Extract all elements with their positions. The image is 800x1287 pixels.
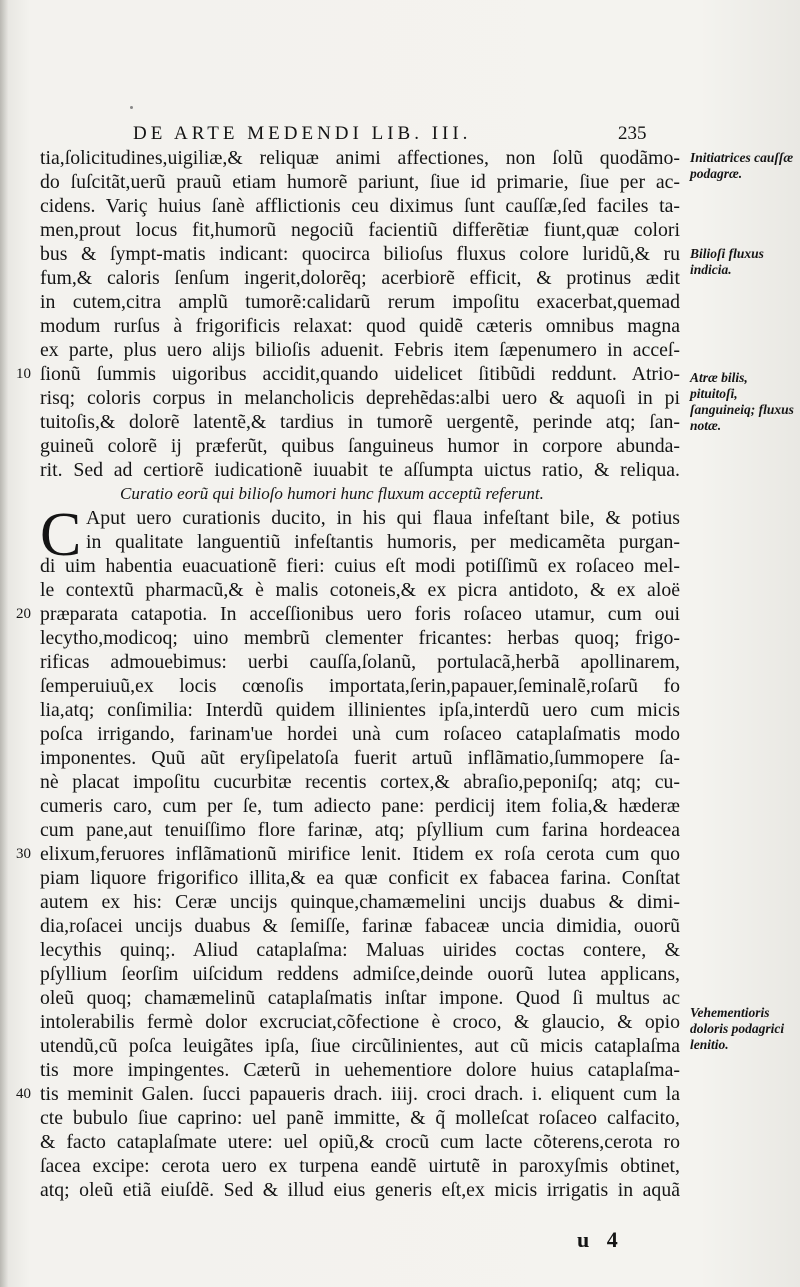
line-text: modum rurſus à frigorificis relaxat: quod quidẽ cæteris omnibus magna bbox=[40, 315, 680, 337]
line-text: ex parte, plus uero alijs bilioſis aduenit. Febris item ſæpenumero in acceſ- bbox=[40, 339, 680, 361]
line-text: poſca irrigando, farinam'ue hordei unà cum roſaceo cataplaſmatis modo bbox=[40, 723, 680, 745]
line-text: oleũ quoq; chamæmelinũ cataplaſmatis inſtar impone. Quod ſi multus ac bbox=[40, 987, 680, 1009]
line-text: elixum,feruores inflãmationũ mirifice lenit. Itidem ex roſa cerota cum quo bbox=[40, 843, 680, 865]
text-line bbox=[16, 1082, 790, 1106]
drop-cap: C bbox=[40, 501, 82, 569]
line-text: risq; coloris corpus in melancholicis deprehẽdas:albi uero & aquoſi in pi bbox=[40, 387, 680, 409]
text-line bbox=[40, 1034, 790, 1058]
text-line bbox=[40, 1106, 790, 1130]
text-line bbox=[40, 986, 790, 1010]
text-line bbox=[40, 434, 790, 458]
text-line bbox=[40, 626, 790, 650]
margin-note-biliosi: Bilioſi fluxus indicia. bbox=[690, 246, 764, 277]
text-line bbox=[40, 170, 790, 194]
text-line bbox=[40, 914, 790, 938]
text-line bbox=[40, 506, 790, 530]
margin-note-vehementioris: Vehementioris doloris podagrici lenitio. bbox=[690, 1005, 785, 1052]
text-line bbox=[40, 1010, 790, 1034]
text-line bbox=[16, 362, 790, 386]
line-text: rificas admouebimus: uerbi cauſſa,ſolanũ, portulacã,herbã apollinarem, bbox=[40, 651, 680, 673]
line-text: tia,ſolicitudines,uigiliæ,& reliquæ animi affectiones, non ſolũ quodãmo- bbox=[40, 147, 680, 169]
page-number: 235 bbox=[618, 123, 647, 144]
line-number: 40 bbox=[16, 1086, 31, 1102]
text-line bbox=[40, 770, 790, 794]
text-line bbox=[40, 1058, 790, 1082]
line-text: tis meminit Galen. ſucci papaueris drach. iiij. croci drach. i. eliquent cum la bbox=[40, 1083, 680, 1105]
line-text: Aput uero curationis ducito, in his qui flaua infeſtant bile, & potius bbox=[86, 507, 680, 529]
text-line bbox=[40, 866, 790, 890]
text-line bbox=[40, 338, 790, 362]
text-line bbox=[40, 1130, 790, 1154]
line-text: præparata catapotia. In acceſſionibus uero foris roſaceo utamur, cum oui bbox=[40, 603, 680, 625]
line-text: in cutem,citra amplũ tumorẽ:calidarũ rerum impoſitu exacerbat,quemad bbox=[40, 291, 680, 313]
text-line bbox=[40, 698, 790, 722]
page-edge-shadow bbox=[0, 0, 8, 1287]
line-text: cumeris caro, cum per ſe, tum adiecto pane: perdicij item folia,& hæderæ bbox=[40, 795, 680, 817]
line-text: do ſuſcitãt,uerũ prauũ etiam humorẽ pariunt, ſiue id primarie, ſiue per ac- bbox=[40, 171, 680, 193]
text-line bbox=[40, 578, 790, 602]
line-text: & facto cataplaſmate utere: uel opiũ,& crocũ cum lacte cõterens,cerota ro bbox=[40, 1131, 680, 1153]
line-text: cte bubulo ſiue caprino: uel panẽ immitte, & q̃ molleſcat roſaceo calfacito, bbox=[40, 1107, 680, 1129]
text-line bbox=[40, 530, 790, 554]
text-line bbox=[40, 650, 790, 674]
line-text: cidens. Variç huius ſanè afflictionis ceu diximus ſunt cauſſæ,ſed faciles ta- bbox=[40, 195, 680, 217]
text-line bbox=[40, 458, 790, 482]
text-line bbox=[40, 194, 790, 218]
text-line bbox=[40, 1154, 790, 1178]
line-text: le contextũ pharmacũ,& è malis cotoneis,& ex picra antidoto, & ex aloë bbox=[40, 579, 680, 601]
text-line bbox=[40, 938, 790, 962]
text-line bbox=[40, 674, 790, 698]
line-number: 10 bbox=[16, 366, 31, 382]
section-heading-line bbox=[40, 482, 790, 506]
signature-mark: u 4 bbox=[577, 1227, 624, 1252]
text-line bbox=[40, 722, 790, 746]
line-text: rit. Sed ad certiorẽ iudicationẽ iuuabit te aſſumpta uictus ratio, & reliqua. bbox=[40, 459, 680, 481]
line-number: 20 bbox=[16, 606, 31, 622]
line-text: dia,roſacei uncijs duabus & ſemiſſe, farinæ fabaceæ uncia dimidia, ouorũ bbox=[40, 915, 680, 937]
line-text: ſionũ ſummis uigoribus accidit,quando uidelicet ſitibũdi reddunt. Atrio- bbox=[40, 363, 680, 385]
line-text: guineũ colorẽ ij præferũt, quibus ſanguineus humor in corpore abunda- bbox=[40, 435, 680, 457]
text-line bbox=[40, 746, 790, 770]
text-line bbox=[40, 410, 790, 434]
line-text: di uim habentia euacuationẽ fieri: cuius eſt modi potiſſimũ ex roſaceo mel- bbox=[40, 555, 680, 577]
line-text: bus & ſympt-matis indicant: quocirca bilioſus fluxus colore luridũ,& ru bbox=[40, 243, 680, 265]
line-text: imponentes. Quũ aũt eryſipelatoſa fuerit artuũ inflãmatio,ſummopere ſa- bbox=[40, 747, 680, 769]
text-line bbox=[40, 146, 790, 170]
line-text: cum pane,aut tenuiſſimo flore farinæ, atq; pſyllium cum farina hordeacea bbox=[40, 819, 680, 841]
text-line bbox=[40, 386, 790, 410]
text-line bbox=[40, 794, 790, 818]
line-text: tuitoſis,& dolorẽ latentẽ,& tardius in tumorẽ uergentẽ, perinde atq; ſan- bbox=[40, 411, 680, 433]
text-line bbox=[16, 602, 790, 626]
text-line bbox=[40, 818, 790, 842]
text-line bbox=[40, 962, 790, 986]
line-text: nè placat impoſitu cucurbitæ recentis cortex,& abraſio,peponiſq; atq; cu- bbox=[40, 771, 680, 793]
line-text: fum,& caloris ſenſum ingerit,dolorẽq; acerbiorẽ efficit, & protinus ædit bbox=[40, 267, 680, 289]
ink-speck bbox=[130, 106, 133, 109]
text-line bbox=[40, 218, 790, 242]
margin-note-initiatrices: Initiatrices cauſſæ podagræ. bbox=[690, 150, 794, 181]
text-line bbox=[40, 1178, 790, 1202]
body-text bbox=[16, 146, 790, 1202]
line-text: tis more impingentes. Cæterũ in uehementiore dolore huius cataplaſma- bbox=[40, 1059, 680, 1081]
text-line bbox=[40, 242, 790, 266]
line-text: pſyllium ſeorſim uiſcidum reddens admiſce,deinde ouorũ lutea applicans, bbox=[40, 963, 680, 985]
section-heading: Curatio eorũ qui bilioſo humori hunc fluxum acceptũ referunt. bbox=[120, 484, 544, 503]
line-text: lia,atq; conſimilia: Interdũ quidem illinientes ipſa,interdũ uero cum micis bbox=[40, 699, 680, 721]
line-text: in qualitate languentiũ infeſtantis humoris, per medicamẽta purgan- bbox=[86, 531, 680, 553]
text-line bbox=[40, 890, 790, 914]
line-text: intolerabilis fermè dolor excruciat,cõfectione è croco, & glaucio, & opio bbox=[40, 1011, 680, 1033]
running-title: DE ARTE MEDENDI LIB. III. bbox=[133, 123, 472, 144]
paragraph-block-a bbox=[16, 146, 790, 482]
line-text: piam liquore frigorifico illita,& ea quæ conficit ex fabacea farina. Conſtat bbox=[40, 867, 680, 889]
line-text: men,prout locus fit,humorũ negociũ facientiũ differẽtiæ fiunt,quæ colori bbox=[40, 219, 680, 241]
line-text: lecytho,modicoq; uino membrũ clementer fricantes: herbas quoq; frigo- bbox=[40, 627, 680, 649]
line-text: atq; oleũ etiã eiuſdẽ. Sed & illud eius generis eſt,ex micis irrigatis in aquã bbox=[40, 1179, 680, 1201]
line-text: lecythis quinq;. Aliud cataplaſma: Maluas uirides coctas contere, & bbox=[40, 939, 680, 961]
paragraph-block-b bbox=[16, 501, 790, 1202]
text-line bbox=[40, 314, 790, 338]
text-line bbox=[40, 266, 790, 290]
line-number: 30 bbox=[16, 846, 31, 862]
line-text: ſemperuiuũ,ex locis cœnoſis importata,ſerin,papauer,ſeminalẽ,roſarũ fo bbox=[40, 675, 680, 697]
line-text: autem ex his: Ceræ uncijs quinque,chamæmelini uncijs duabus & dimi- bbox=[40, 891, 680, 913]
text-line bbox=[40, 290, 790, 314]
line-text: ſacea excipe: cerota uero ex turpena eandẽ uirtutẽ in paroxyſmis obtinet, bbox=[40, 1155, 680, 1177]
text-line bbox=[16, 842, 790, 866]
margin-note-atrae: Atræ bilis, pituitoſi, ſanguineiq; fluxus notæ. bbox=[690, 370, 794, 433]
line-text: utendũ,cũ poſca leuigãtes ipſa, ſiue circũlinientes, aut cũ micis cataplaſma bbox=[40, 1035, 680, 1057]
text-line bbox=[40, 554, 790, 578]
